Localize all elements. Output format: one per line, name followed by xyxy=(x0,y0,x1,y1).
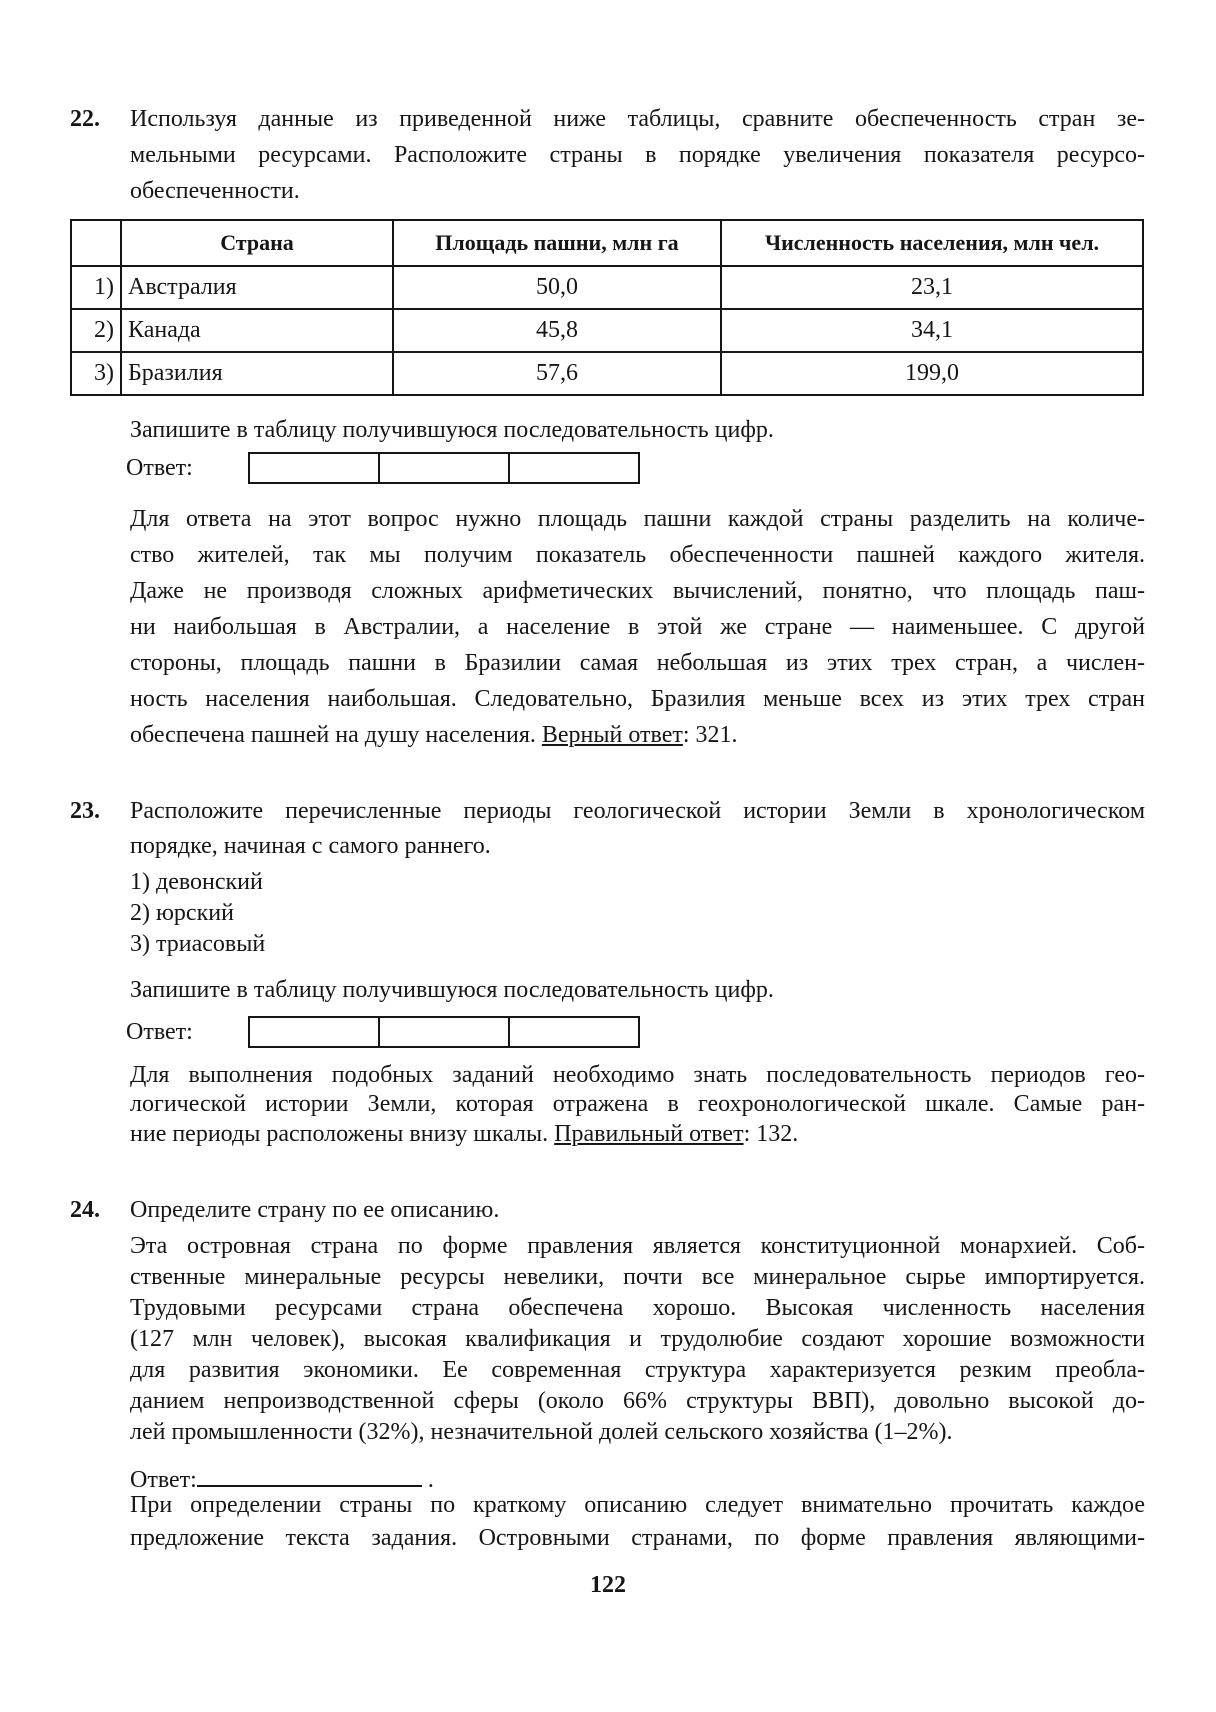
table-header xyxy=(71,220,121,266)
arable-area-cell: 45,8 xyxy=(393,309,721,352)
answer-cell[interactable] xyxy=(380,1018,510,1046)
q24-description-line: Эта островная страна по форме правления является конституционной монархией. Соб- xyxy=(130,1233,1145,1259)
q23-answer-boxes[interactable] xyxy=(248,1016,640,1048)
text: обеспечена пашней на душу населения. xyxy=(130,722,542,748)
q24-description-line: (127 млн человек), высокая квалификация и трудолюбие создают хорошие возможности xyxy=(130,1326,1145,1352)
question-number-23: 23. xyxy=(70,798,100,824)
table-row xyxy=(71,309,1143,352)
q24-answer-row xyxy=(130,1465,434,1494)
arable-area-cell: 57,6 xyxy=(393,352,721,395)
population-cell: 199,0 xyxy=(721,352,1143,395)
row-number: 3) xyxy=(71,352,121,395)
correct-answer-label: Верный ответ xyxy=(541,722,683,748)
table-header: Площадь пашни, млн га xyxy=(393,220,721,266)
q23-explanation-line: Для выполнения подобных заданий необходимо знать последовательность периодов гео- xyxy=(130,1062,1145,1088)
q22-explanation-line: Даже не производя сложных арифметических вычислений, понятно, что площадь паш- xyxy=(130,578,1145,604)
population-cell: 23,1 xyxy=(721,266,1143,309)
q24-question: Определите страну по ее описанию. xyxy=(130,1197,500,1223)
answer-cell[interactable] xyxy=(250,454,380,482)
country-cell: Австралия xyxy=(121,266,393,309)
q24-answer-blank[interactable] xyxy=(197,1465,422,1487)
table-row xyxy=(71,352,1143,395)
table-header: Страна xyxy=(121,220,393,266)
question-number-22: 22. xyxy=(70,106,100,132)
answer-cell[interactable] xyxy=(510,454,638,482)
land-resources-table xyxy=(70,219,1144,396)
q22-explanation-line: ство жителей, так мы получим показатель обеспеченности пашней каждого жителя. xyxy=(130,542,1145,568)
q23-explanation-line: логической истории Земли, которая отражена в геохронологической шкале. Самые ран- xyxy=(130,1091,1145,1117)
country-cell: Бразилия xyxy=(121,352,393,395)
q24-description-line: лей промышленности (32%), незначительной долей сельского хозяйства (1–2%). xyxy=(130,1419,953,1445)
q24-answer-label: Ответ: xyxy=(130,1467,197,1493)
q22-explanation-last-line xyxy=(130,722,738,749)
q23-line: порядке, начиная с самого раннего. xyxy=(130,833,491,859)
q22-explanation-line: ность населения наибольшая. Следовательно, Бразилия меньше всех из этих трех стран xyxy=(130,686,1145,712)
q24-description-line: Трудовыми ресурсами страна обеспечена хорошо. Высокая численность населения xyxy=(130,1295,1145,1321)
q22-instruction: Запишите в таблицу получившуюся последовательность цифр. xyxy=(130,417,774,443)
q22-answer-boxes[interactable] xyxy=(248,452,640,484)
answer-cell[interactable] xyxy=(250,1018,380,1046)
answer-cell[interactable] xyxy=(380,454,510,482)
q22-explanation-line: ни наибольшая в Австралии, а население в этой же стране — наименьшее. С другой xyxy=(130,614,1145,640)
q23-explanation-last-line xyxy=(130,1121,798,1148)
q24-description-line: данием непроизводственной сферы (около 66% структуры ВВП), довольно высокой до- xyxy=(130,1388,1145,1414)
row-number: 1) xyxy=(71,266,121,309)
q24-description-line: ственные минеральные ресурсы невелики, почти все минеральное сырье импортируется. xyxy=(130,1264,1145,1290)
q23-answer-label: Ответ: xyxy=(126,1019,193,1045)
q22-answer-label: Ответ: xyxy=(126,455,193,481)
population-cell: 34,1 xyxy=(721,309,1143,352)
q22-line: обеспеченности. xyxy=(130,178,300,204)
q24-answer-end: . xyxy=(427,1467,434,1493)
q23-option: 3) триасовый xyxy=(130,931,266,957)
table-header: Численность населения, млн чел. xyxy=(721,220,1143,266)
q22-line: Используя данные из приведенной ниже таблицы, сравните обеспеченность стран зе- xyxy=(130,106,1145,132)
page-number: 122 xyxy=(590,1572,626,1598)
q23-instruction: Запишите в таблицу получившуюся последовательность цифр. xyxy=(130,977,774,1003)
q24-description-line: для развития экономики. Ее современная структура характеризуется резким преобла- xyxy=(130,1357,1145,1383)
question-number-24: 24. xyxy=(70,1197,100,1223)
arable-area-cell: 50,0 xyxy=(393,266,721,309)
q24-explanation-line: предложение текста задания. Островными странами, по форме правления являющими- xyxy=(130,1525,1145,1551)
q22-explanation-line: стороны, площадь пашни в Бразилии самая небольшая из этих трех стран, а числен- xyxy=(130,650,1145,676)
answer-cell[interactable] xyxy=(510,1018,638,1046)
correct-answer-value: : 321. xyxy=(682,722,738,748)
row-number: 2) xyxy=(71,309,121,352)
text: ние периоды расположены внизу шкалы. xyxy=(130,1121,555,1147)
table-row xyxy=(71,266,1143,309)
q23-option: 1) девонский xyxy=(130,869,263,895)
q24-explanation-line: При определении страны по краткому описанию следует внимательно прочитать каждое xyxy=(130,1492,1145,1518)
q22-explanation-line: Для ответа на этот вопрос нужно площадь пашни каждой страны разделить на количе- xyxy=(130,506,1145,532)
q22-line: мельными ресурсами. Расположите страны в порядке увеличения показателя ресурсо- xyxy=(130,142,1145,168)
table-header-row xyxy=(71,220,1143,266)
country-cell: Канада xyxy=(121,309,393,352)
correct-answer-label: Правильный ответ xyxy=(554,1121,744,1147)
q23-line: Расположите перечисленные периоды геологической истории Земли в хронологическом xyxy=(130,798,1145,824)
q23-option: 2) юрский xyxy=(130,900,234,926)
correct-answer-value: : 132. xyxy=(743,1121,799,1147)
